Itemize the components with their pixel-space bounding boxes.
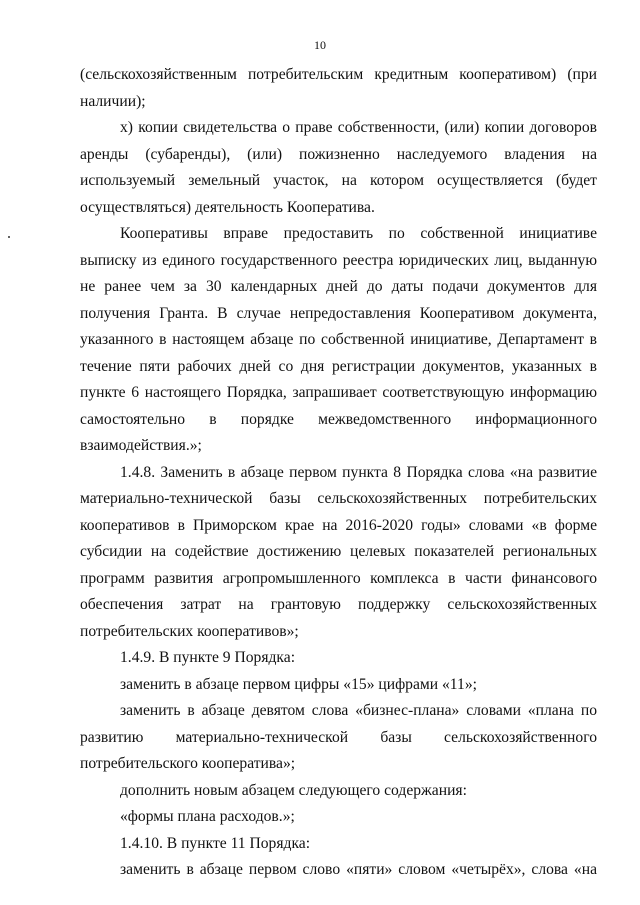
paragraph-add-new: дополнить новым абзацем следующего содержания: xyxy=(120,781,467,799)
paragraph-replace-business-plan: заменить в абзаце девятом слова «бизнес-плана» словами «плана по развитию материально-технической базы сельскохозяйственного потребительского кооператива»; xyxy=(80,702,597,772)
paragraph-expense-plan-form: «формы плана расходов.»; xyxy=(120,808,295,825)
page-number: 10 xyxy=(314,38,326,52)
document-body xyxy=(80,62,597,884)
paragraph-1-4-8: 1.4.8. Заменить в абзаце первом пункта 8 Порядка слова «на развитие материально-технической базы сельскохозяйственных потребительских кооперативов в Приморском крае на 2016-2020 годы» словами «в форме субсидии на содействие достижению целевых показателей региональных программ развития агропромышленного комплекса в части финансового обеспечения затрат на грантовую поддержку сельскохозяйственных потребительских кооперативов»; xyxy=(80,463,597,640)
paragraph-cooperative-continuation: (сельскохозяйственным потребительским кредитным кооперативом) (при наличии); xyxy=(80,66,597,110)
paragraph-1-4-9-heading: 1.4.9. В пункте 9 Порядка: xyxy=(120,649,296,666)
paragraph-item-x: х) копии свидетельства о праве собственности, (или) копии договоров аренды (субаренды), (или) пожизненно наследуемого владения на используемый земельный участок, на котором осуществляется (будет осуществляться) деятельность Кооператива. xyxy=(80,119,597,216)
paragraph-replace-five-days: заменить в абзаце первом слово «пяти» словом «четырёх», слова «на xyxy=(120,861,597,878)
paragraph-replace-digits: заменить в абзаце первом цифры «15» цифрами «11»; xyxy=(120,675,477,693)
paragraph-cooperatives-right: Кооперативы вправе предоставить по собственной инициативе выписку из единого государственного реестра юридических лиц, выданную не ранее чем за 30 календарных дней до даты подачи документов для получения Гранта. В случае непредоставления Кооперативом документа, указанного в настоящем абзаце по собственной инициативе, Департамент в течение пяти рабочих дней со дня регистрации документов, указанных в пункте 6 настоящего Порядка, запрашивает соответствующую информацию самостоятельно в порядке межведомственного информационного взаимодействия.»; xyxy=(80,225,597,454)
paragraph-1-4-10-heading: 1.4.10. В пункте 11 Порядка: xyxy=(120,834,311,852)
scan-mark xyxy=(8,236,10,238)
